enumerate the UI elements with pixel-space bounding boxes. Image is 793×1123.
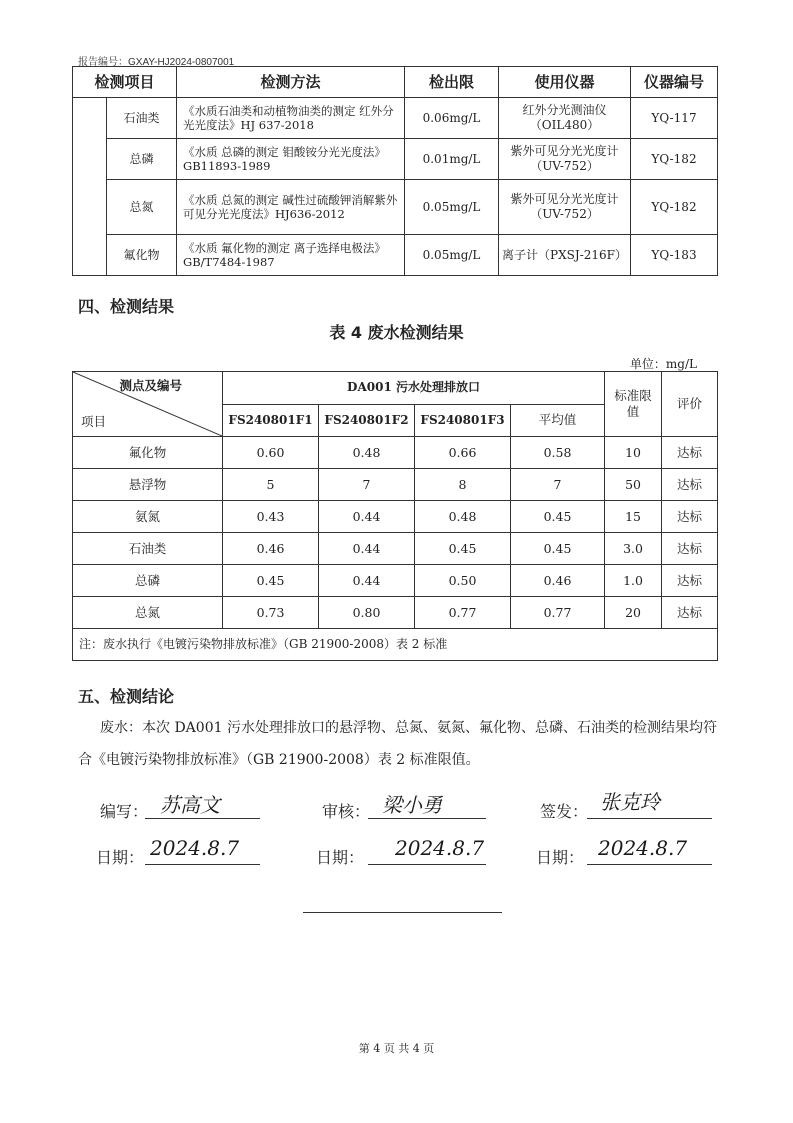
table-row bbox=[73, 139, 718, 180]
value-cell: 5 bbox=[223, 469, 319, 501]
issue-signature: 张克玲 bbox=[600, 790, 660, 814]
issue-date-label: 日期： bbox=[536, 848, 585, 867]
table-row bbox=[73, 437, 718, 469]
table-row bbox=[73, 180, 718, 235]
col-instrument: 使用仪器 bbox=[499, 67, 631, 98]
code-cell: YQ-117 bbox=[631, 98, 718, 139]
eval-cell: 达标 bbox=[662, 565, 718, 597]
review-label: 审核： bbox=[322, 802, 371, 821]
average-cell: 7 bbox=[511, 469, 605, 501]
item-cell: 总氮 bbox=[107, 180, 177, 235]
instrument-cell: 红外分光测油仪（OIL480） bbox=[499, 98, 631, 139]
method-cell: 《水质 总氮的测定 碱性过硫酸钾消解紫外可见分光光度法》HJ636-2012 bbox=[177, 180, 405, 235]
table-row bbox=[73, 533, 718, 565]
item-cell: 氟化物 bbox=[107, 235, 177, 276]
author-label: 编写： bbox=[100, 802, 149, 821]
col-code: 仪器编号 bbox=[631, 67, 718, 98]
limit-cell: 0.06mg/L bbox=[405, 98, 499, 139]
value-cell: 7 bbox=[319, 469, 415, 501]
value-cell: 0.50 bbox=[415, 565, 511, 597]
review-signature: 梁小勇 bbox=[382, 793, 442, 817]
standard-cell: 3.0 bbox=[605, 533, 662, 565]
table-row bbox=[73, 565, 718, 597]
value-cell: 0.45 bbox=[415, 533, 511, 565]
sample-col-1: FS240801F1 bbox=[223, 404, 319, 437]
instrument-cell: 离子计（PXSJ-216F） bbox=[499, 235, 631, 276]
corner-header-cell bbox=[73, 372, 223, 437]
instrument-cell: 紫外可见分光光度计（UV-752） bbox=[499, 180, 631, 235]
item-cell: 悬浮物 bbox=[73, 469, 223, 501]
limit-cell: 0.01mg/L bbox=[405, 139, 499, 180]
standard-cell: 1.0 bbox=[605, 565, 662, 597]
eval-cell: 达标 bbox=[662, 437, 718, 469]
eval-cell: 达标 bbox=[662, 501, 718, 533]
standard-cell: 50 bbox=[605, 469, 662, 501]
page-footer: 第 4 页 共 4 页 bbox=[358, 1042, 435, 1055]
result-table bbox=[72, 371, 718, 661]
instrument-cell: 紫外可见分光光度计（UV-752） bbox=[499, 139, 631, 180]
value-cell: 0.44 bbox=[319, 565, 415, 597]
value-cell: 0.60 bbox=[223, 437, 319, 469]
method-cell: 《水质石油类和动植物油类的测定 红外分光光度法》HJ 637-2018 bbox=[177, 98, 405, 139]
value-cell: 0.48 bbox=[319, 437, 415, 469]
value-cell: 0.48 bbox=[415, 501, 511, 533]
section-4-heading: 四、检测结果 bbox=[78, 297, 175, 316]
value-cell: 8 bbox=[415, 469, 511, 501]
table-row bbox=[73, 597, 718, 629]
item-cell: 总磷 bbox=[107, 139, 177, 180]
standard-cell: 15 bbox=[605, 501, 662, 533]
table-row bbox=[73, 98, 718, 139]
average-col: 平均值 bbox=[511, 404, 605, 437]
group-cell bbox=[73, 98, 107, 276]
col-method: 检测方法 bbox=[177, 67, 405, 98]
item-cell: 氨氮 bbox=[73, 501, 223, 533]
average-cell: 0.45 bbox=[511, 501, 605, 533]
item-cell: 总氮 bbox=[73, 597, 223, 629]
method-table bbox=[72, 66, 718, 276]
standard-cell: 20 bbox=[605, 597, 662, 629]
value-cell: 0.73 bbox=[223, 597, 319, 629]
average-cell: 0.46 bbox=[511, 565, 605, 597]
item-cell: 总磷 bbox=[73, 565, 223, 597]
table-row bbox=[73, 235, 718, 276]
col-item: 检测项目 bbox=[73, 67, 177, 98]
value-cell: 0.44 bbox=[319, 533, 415, 565]
conclusion-text: 废水：本次 DA001 污水处理排放口的悬浮物、总氮、氨氮、氟化物、总磷、石油类的检测结果均符合《电镀污染物排放标准》（GB 21900-2008）表 2 标准限值。 bbox=[78, 720, 717, 768]
item-cell: 石油类 bbox=[107, 98, 177, 139]
table-row bbox=[73, 501, 718, 533]
eval-cell: 达标 bbox=[662, 533, 718, 565]
issue-date: 2024.8.7 bbox=[598, 836, 688, 860]
corner-bottom-label: 项目 bbox=[81, 414, 107, 430]
review-date: 2024.8.7 bbox=[395, 836, 485, 860]
code-cell: YQ-182 bbox=[631, 139, 718, 180]
eval-cell: 达标 bbox=[662, 597, 718, 629]
method-cell: 《水质 总磷的测定 钼酸铵分光光度法》GB11893-1989 bbox=[177, 139, 405, 180]
standard-header: 标准限值 bbox=[605, 372, 662, 437]
average-cell: 0.58 bbox=[511, 437, 605, 469]
table-row bbox=[73, 469, 718, 501]
limit-cell: 0.05mg/L bbox=[405, 235, 499, 276]
method-cell: 《水质 氟化物的测定 离子选择电极法》GB/T7484-1987 bbox=[177, 235, 405, 276]
report-number: 报告编号：GXAY-HJ2024-0807001 bbox=[78, 57, 235, 68]
eval-header: 评价 bbox=[662, 372, 718, 437]
average-cell: 0.45 bbox=[511, 533, 605, 565]
sample-col-3: FS240801F3 bbox=[415, 404, 511, 437]
review-date-label: 日期： bbox=[316, 848, 365, 867]
item-cell: 石油类 bbox=[73, 533, 223, 565]
site-header: DA001 污水处理排放口 bbox=[223, 372, 605, 405]
value-cell: 0.80 bbox=[319, 597, 415, 629]
limit-cell: 0.05mg/L bbox=[405, 180, 499, 235]
value-cell: 0.66 bbox=[415, 437, 511, 469]
eval-cell: 达标 bbox=[662, 469, 718, 501]
value-cell: 0.46 bbox=[223, 533, 319, 565]
corner-top-label: 测点及编号 bbox=[119, 378, 182, 393]
table-4-title: 表 4 废水检测结果 bbox=[329, 323, 464, 342]
author-date-label: 日期： bbox=[96, 848, 145, 867]
unit-label: 单位：mg/L bbox=[629, 357, 697, 371]
section-5-heading: 五、检测结论 bbox=[78, 687, 175, 706]
average-cell: 0.77 bbox=[511, 597, 605, 629]
value-cell: 0.43 bbox=[223, 501, 319, 533]
code-cell: YQ-182 bbox=[631, 180, 718, 235]
author-signature: 苏高文 bbox=[160, 793, 220, 817]
end-rule bbox=[303, 912, 502, 913]
value-cell: 0.77 bbox=[415, 597, 511, 629]
note-row bbox=[73, 629, 718, 661]
sample-col-2: FS240801F2 bbox=[319, 404, 415, 437]
standard-cell: 10 bbox=[605, 437, 662, 469]
code-cell: YQ-183 bbox=[631, 235, 718, 276]
table-note: 注：废水执行《电镀污染物排放标准》（GB 21900-2008）表 2 标准 bbox=[73, 629, 718, 661]
result-header-row bbox=[73, 372, 718, 405]
value-cell: 0.44 bbox=[319, 501, 415, 533]
col-limit: 检出限 bbox=[405, 67, 499, 98]
value-cell: 0.45 bbox=[223, 565, 319, 597]
method-table-header bbox=[73, 67, 718, 98]
item-cell: 氟化物 bbox=[73, 437, 223, 469]
author-date: 2024.8.7 bbox=[150, 836, 240, 860]
issue-label: 签发： bbox=[540, 802, 589, 821]
